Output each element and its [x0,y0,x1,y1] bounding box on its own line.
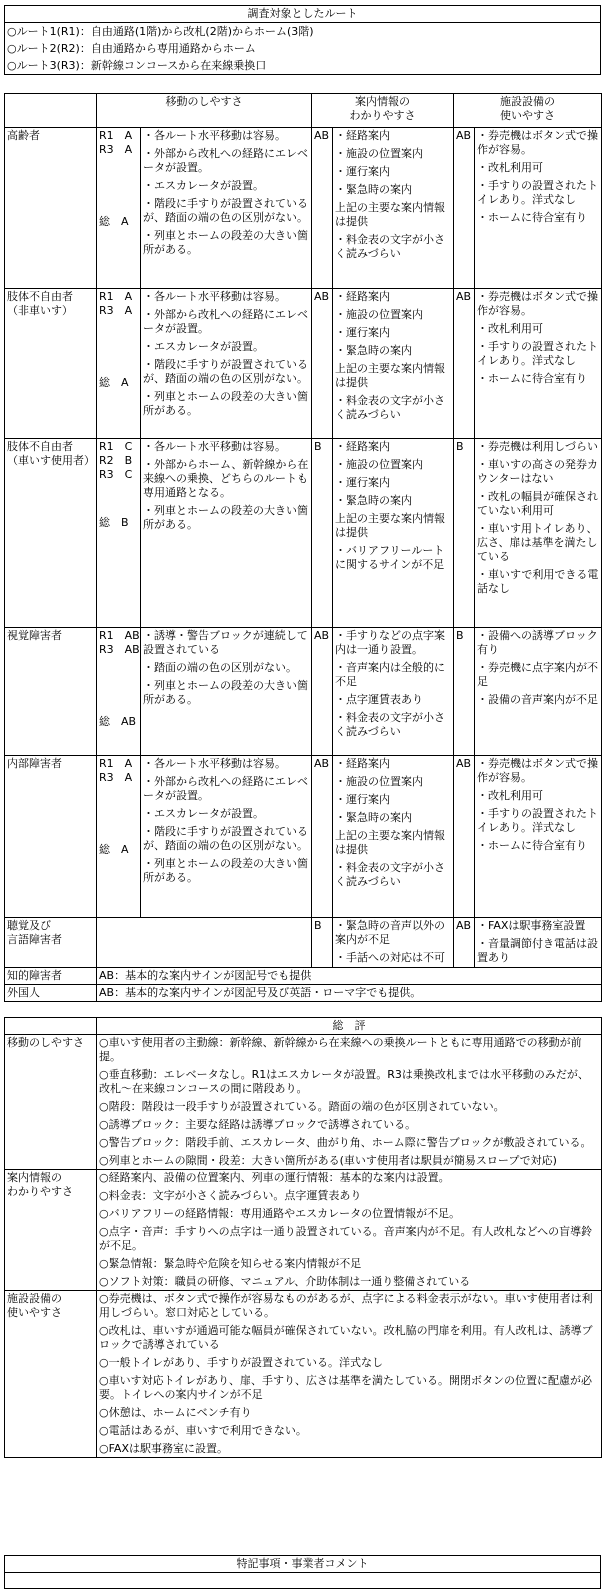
summary-item: ○券売機は、ボタン式で操作が容易なものがあるが、点字による料金表示がない。車いす使用者は利用しづらい。窓口対応としている。 [99,1292,593,1319]
summary-row-label: 施設設備の 使いやすさ [5,1291,97,1458]
summary-item: ○FAXは駅事務室に設置。 [99,1442,228,1455]
summary-item: ○警告ブロック：階段手前、エスカレータ、曲がり角、ホーム際に警告ブロックが敷設されている。 [99,1136,592,1149]
eval-group-label: 高齢者 [5,128,97,289]
summary-item: ○誘導ブロック：主要な経路は誘導ブロックで誘導されている。 [99,1118,417,1131]
eval-info-grade: AB [312,289,333,439]
eval-group-hearing: 聴覚及び 言語障害者 [5,918,97,968]
remarks-title: 特記事項・事業者コメント [5,1556,601,1573]
eval-route-grades: R1 C R2 B R3 C 総 B [97,439,141,628]
eval-row [5,439,602,628]
eval-row [5,289,602,439]
eval-move-text: ・各ルート水平移動は容易。 ・外部から改札への経路にエレベータが設置。 ・エスカレータが設置。 ・階段に手すりが設置されているが、踏面の端の色の区別がない。 ・列車とホームの段差の大きい箇所がある。 [141,289,312,439]
eval-facility-text: ・券売機はボタン式で操作が容易。 ・改札利用可 ・手すりの設置されたトイレあり。洋式なし ・ホームに待合室有り [475,289,602,439]
eval-header-move: 移動のしやすさ [97,94,312,128]
summary-row-text [97,1291,602,1458]
remarks-body [5,1573,601,1589]
summary-header-blank [5,1018,97,1035]
eval-route-grades: R1 AB R3 AB 総 AB [97,628,141,756]
eval-group-label: 視覚障害者 [5,628,97,756]
eval-header-info: 案内情報の わかりやすさ [312,94,454,128]
summary-item: ○車いす使用者の主動線：新幹線、新幹線から在来線への乗換ルートともに専用通路での移動が前提。 [99,1036,582,1063]
eval-facility-grade: AB [454,128,475,289]
eval-hearing-fac-grade: AB [454,918,475,968]
eval-group-label: 内部障害者 [5,756,97,918]
eval-foreigner-text: AB：基本的な案内サインが図記号及び英語・ローマ字でも提供。 [97,985,602,1002]
evaluation-table [4,93,601,1002]
summary-row [5,1170,602,1291]
routes-title: 調査対象としたルート [5,6,600,23]
summary-item: ○列車とホームの隙間・段差：大きい箇所がある(車いす使用者は駅員が簡易スロープで対応) [99,1154,557,1167]
summary-table [4,1017,601,1458]
eval-header-facility: 施設設備の 使いやすさ [454,94,602,128]
route-item-1: ○ルート1(R1)：自由通路(1階)から改札(2階)からホーム(3階) [7,25,314,38]
eval-row [5,128,602,289]
eval-hearing-info-grade: B [312,918,333,968]
summary-item: ○一般トイレがあり、手すりが設置されている。洋式なし [99,1356,384,1369]
summary-item: ○ソフト対策：職員の研修、マニュアル、介助体制は一通り整備されている [99,1275,471,1288]
eval-route-grades: R1 A R3 A 総 A [97,289,141,439]
routes-table [4,5,601,75]
summary-item: ○階段：階段は一段手すりが設置されている。踏面の端の色が区別されていない。 [99,1100,505,1113]
eval-group-foreigner: 外国人 [5,985,97,1002]
eval-row [5,756,602,918]
summary-row-label: 案内情報の わかりやすさ [5,1170,97,1291]
eval-info-text: ・経路案内 ・施設の位置案内 ・運行案内 ・緊急時の案内 上記の主要な案内情報は提供 ・料金表の文字が小さく読みづらい [333,289,454,439]
eval-facility-grade: B [454,439,475,628]
remarks-table [4,1555,601,1589]
eval-info-text: ・経路案内 ・施設の位置案内 ・運行案内 ・緊急時の案内 上記の主要な案内情報は提供 ・料金表の文字が小さく読みづらい [333,756,454,918]
summary-item: ○緊急情報：緊急時や危険を知らせる案内情報が不足 [99,1257,362,1270]
route-item-3: ○ルート3(R3)：新幹線コンコースから在来線乗換口 [7,59,267,72]
eval-group-intellectual: 知的障害者 [5,968,97,985]
summary-item: ○バリアフリーの経路情報：専用通路やエスカレータの位置情報が不足。 [99,1207,461,1220]
summary-item: ○経路案内、設備の位置案内、列車の運行情報：基本的な案内は設置。 [99,1171,450,1184]
summary-item: ○車いす対応トイレがあり、扉、手すり、広さは基準を満たしている。開閉ボタンの位置に配慮が必要。トイレへの案内サインが不足 [99,1374,593,1401]
eval-info-grade: B [312,439,333,628]
eval-move-text: ・誘導・警告ブロックが連続して設置されている ・踏面の端の色の区別がない。 ・列車とホームの段差の大きい箇所がある。 [141,628,312,756]
summary-item: ○料金表：文字が小さく読みづらい。点字運賃表あり [99,1189,362,1202]
summary-title: 総 評 [97,1018,602,1035]
summary-item: ○休憩は、ホームにベンチ有り [99,1406,252,1419]
eval-info-text: ・経路案内 ・施設の位置案内 ・運行案内 ・緊急時の案内 上記の主要な案内情報は提供 ・バリアフリールートに関するサインが不足 [333,439,454,628]
eval-hearing-move [97,918,312,968]
eval-hearing-info: ・緊急時の音声以外の案内が不足 ・手話への対応は不可 [333,918,454,968]
eval-facility-text: ・券売機はボタン式で操作が容易。 ・改札利用可 ・手すりの設置されたトイレあり。洋式なし ・ホームに待合室有り [475,128,602,289]
summary-row [5,1035,602,1170]
summary-row-text [97,1170,602,1291]
eval-group-label: 肢体不自由者 （非車いす） [5,289,97,439]
eval-facility-grade: B [454,628,475,756]
eval-intellectual-text: AB：基本的な案内サインが図記号でも提供 [97,968,602,985]
eval-move-text: ・各ルート水平移動は容易。 ・外部からホーム、新幹線から在来線への乗換、どちらのルートも専用通路となる。 ・列車とホームの段差の大きい箇所がある。 [141,439,312,628]
summary-row-label: 移動のしやすさ [5,1035,97,1170]
eval-info-text: ・手すりなどの点字案内は一通り設置。 ・音声案内は全般的に不足 ・点字運賃表あり ・料金表の文字が小さく読みづらい [333,628,454,756]
summary-row [5,1291,602,1458]
summary-item: ○改札は、車いすが通過可能な幅員が確保されていない。改札脇の門扉を利用。有人改札は、誘導ブロックで誘導されている [99,1324,593,1351]
eval-facility-text: ・券売機はボタン式で操作が容易。 ・改札利用可 ・手すりの設置されたトイレあり。洋式なし ・ホームに待合室有り [475,756,602,918]
eval-header-blank [5,94,97,128]
eval-facility-text: ・券売機は利用しづらい ・車いすの高さの発券カウンターはない ・改札の幅員が確保されていない利用可 ・車いす用トイレあり、広さ、扉は基準を満たしている ・車いすで利用できる電話なし [475,439,602,628]
eval-info-text: ・経路案内 ・施設の位置案内 ・運行案内 ・緊急時の案内 上記の主要な案内情報は提供 ・料金表の文字が小さく読みづらい [333,128,454,289]
eval-info-grade: AB [312,128,333,289]
route-item-2: ○ルート2(R2)：自由通路から専用通路からホーム [7,42,256,55]
summary-item: ○電話はあるが、車いすで利用できない。 [99,1424,307,1437]
summary-item: ○垂直移動：エレベータなし。R1はエスカレータが設置。R3は乗換改札までは水平移動のみだが、改札～在来線コンコースの間に階段あり。 [99,1068,589,1095]
eval-group-label: 肢体不自由者 （車いす使用者） [5,439,97,628]
eval-move-text: ・各ルート水平移動は容易。 ・外部から改札への経路にエレベータが設置。 ・エスカレータが設置。 ・階段に手すりが設置されているが、踏面の端の色の区別がない。 ・列車とホームの段差の大きい箇所がある。 [141,756,312,918]
summary-item: ○点字・音声：手すりへの点字は一通り設置されている。音声案内が不足。有人改札などへの盲導鈴が不足。 [99,1225,593,1252]
eval-move-text: ・各ルート水平移動は容易。 ・外部から改札への経路にエレベータが設置。 ・エスカレータが設置。 ・階段に手すりが設置されているが、踏面の端の色の区別がない。 ・列車とホームの段差の大きい箇所がある。 [141,128,312,289]
eval-info-grade: AB [312,628,333,756]
eval-row [5,628,602,756]
eval-hearing-fac: ・FAXは駅事務室設置 ・音量調節付き電話は設置あり [475,918,602,968]
summary-row-text [97,1035,602,1170]
eval-facility-grade: AB [454,756,475,918]
eval-facility-text: ・設備への誘導ブロック有り ・券売機に点字案内が不足 ・設備の音声案内が不足 [475,628,602,756]
eval-info-grade: AB [312,756,333,918]
eval-facility-grade: AB [454,289,475,439]
eval-route-grades: R1 A R3 A 総 A [97,756,141,918]
eval-route-grades: R1 A R3 A 総 A [97,128,141,289]
